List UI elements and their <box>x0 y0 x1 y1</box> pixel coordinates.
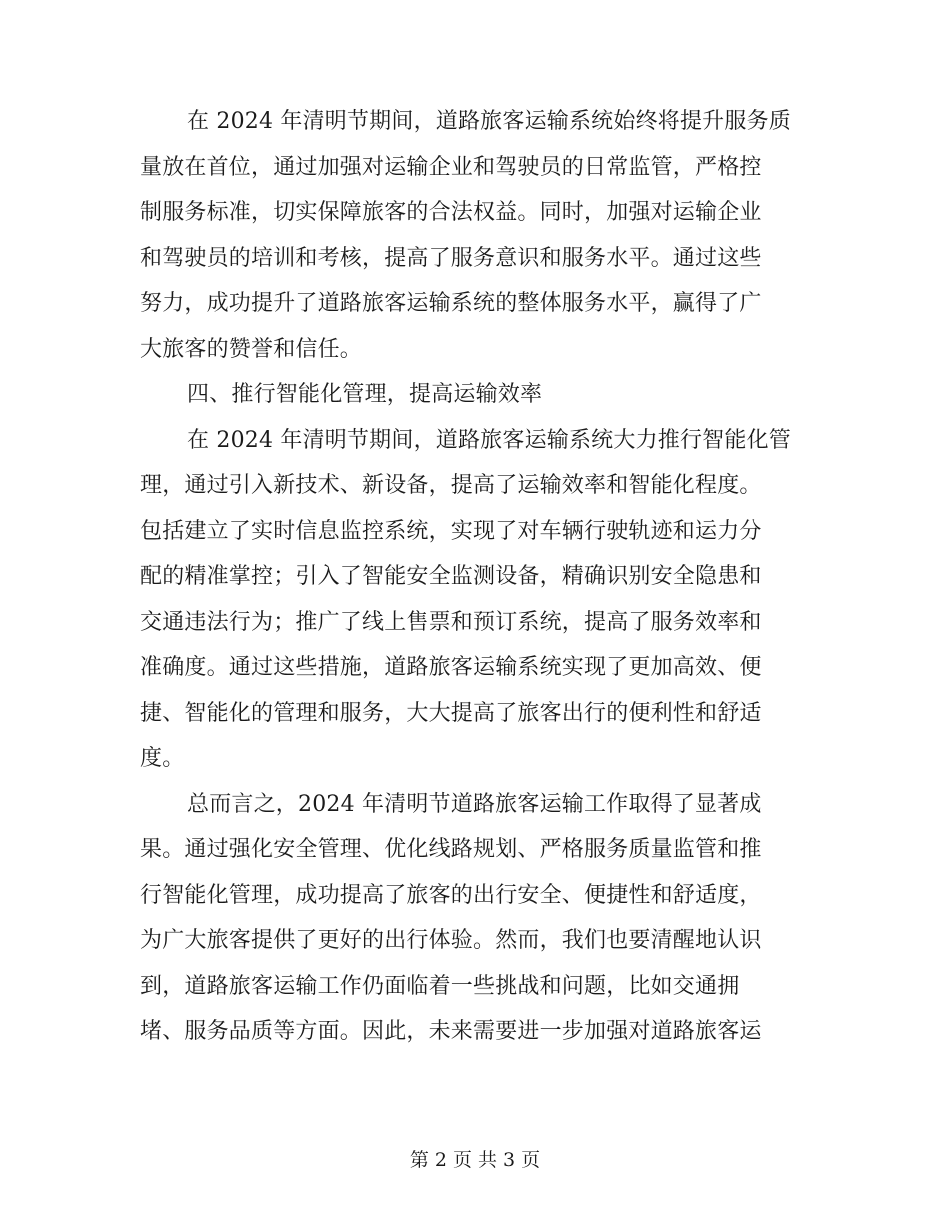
paragraph-3-line-5: 到，道路旅客运输工作仍面临着一些挑战和问题，比如交通拥 <box>140 974 740 999</box>
paragraph-1-line-5: 努力，成功提升了道路旅客运输系统的整体服务水平，赢得了广 <box>140 291 762 316</box>
paragraph-1-line-3: 制服务标准，切实保障旅客的合法权益。同时，加强对运输企业 <box>140 200 762 225</box>
paragraph-2-line-5: 交通违法行为；推广了线上售票和预订系统，提高了服务效率和 <box>140 610 762 635</box>
paragraph-1-line-2: 量放在首位，通过加强对运输企业和驾驶员的日常监管，严格控 <box>140 155 762 180</box>
paragraph-3-line-3: 行智能化管理，成功提高了旅客的出行安全、便捷性和舒适度， <box>140 883 762 908</box>
paragraph-2-line-6: 准确度。通过这些措施，道路旅客运输系统实现了更加高效、便 <box>140 655 762 680</box>
paragraph-3-line-2: 果。通过强化安全管理、优化线路规划、严格服务质量监管和推 <box>140 837 762 862</box>
paragraph-1-line-6: 大旅客的赞誉和信任。 <box>140 337 363 362</box>
page-number-footer: 第 2 页 共 3 页 <box>409 1149 541 1171</box>
paragraph-3-line-1: 总而言之，2024 年清明节道路旅客运输工作取得了显著成 <box>187 792 762 817</box>
section-heading: 四、推行智能化管理，提高运输效率 <box>187 382 543 407</box>
paragraph-1-line-4: 和驾驶员的培训和考核，提高了服务意识和服务水平。通过这些 <box>140 246 762 271</box>
paragraph-3-line-6: 堵、服务品质等方面。因此，未来需要进一步加强对道路旅客运 <box>140 1019 762 1044</box>
paragraph-2-line-1: 在 2024 年清明节期间，道路旅客运输系统大力推行智能化管 <box>187 428 791 453</box>
paragraph-2-line-3: 包括建立了实时信息监控系统，实现了对车辆行驶轨迹和运力分 <box>140 519 762 544</box>
paragraph-2-line-4: 配的精准掌控；引入了智能安全监测设备，精确识别安全隐患和 <box>140 564 762 589</box>
paragraph-2-line-2: 理，通过引入新技术、新设备，提高了运输效率和智能化程度。 <box>140 473 762 498</box>
paragraph-2-line-8: 度。 <box>140 746 185 771</box>
paragraph-1-line-1: 在 2024 年清明节期间，道路旅客运输系统始终将提升服务质 <box>187 109 791 134</box>
paragraph-2-line-7: 捷、智能化的管理和服务，大大提高了旅客出行的便利性和舒适 <box>140 701 762 726</box>
paragraph-3-line-4: 为广大旅客提供了更好的出行体验。然而，我们也要清醒地认识 <box>140 928 762 953</box>
